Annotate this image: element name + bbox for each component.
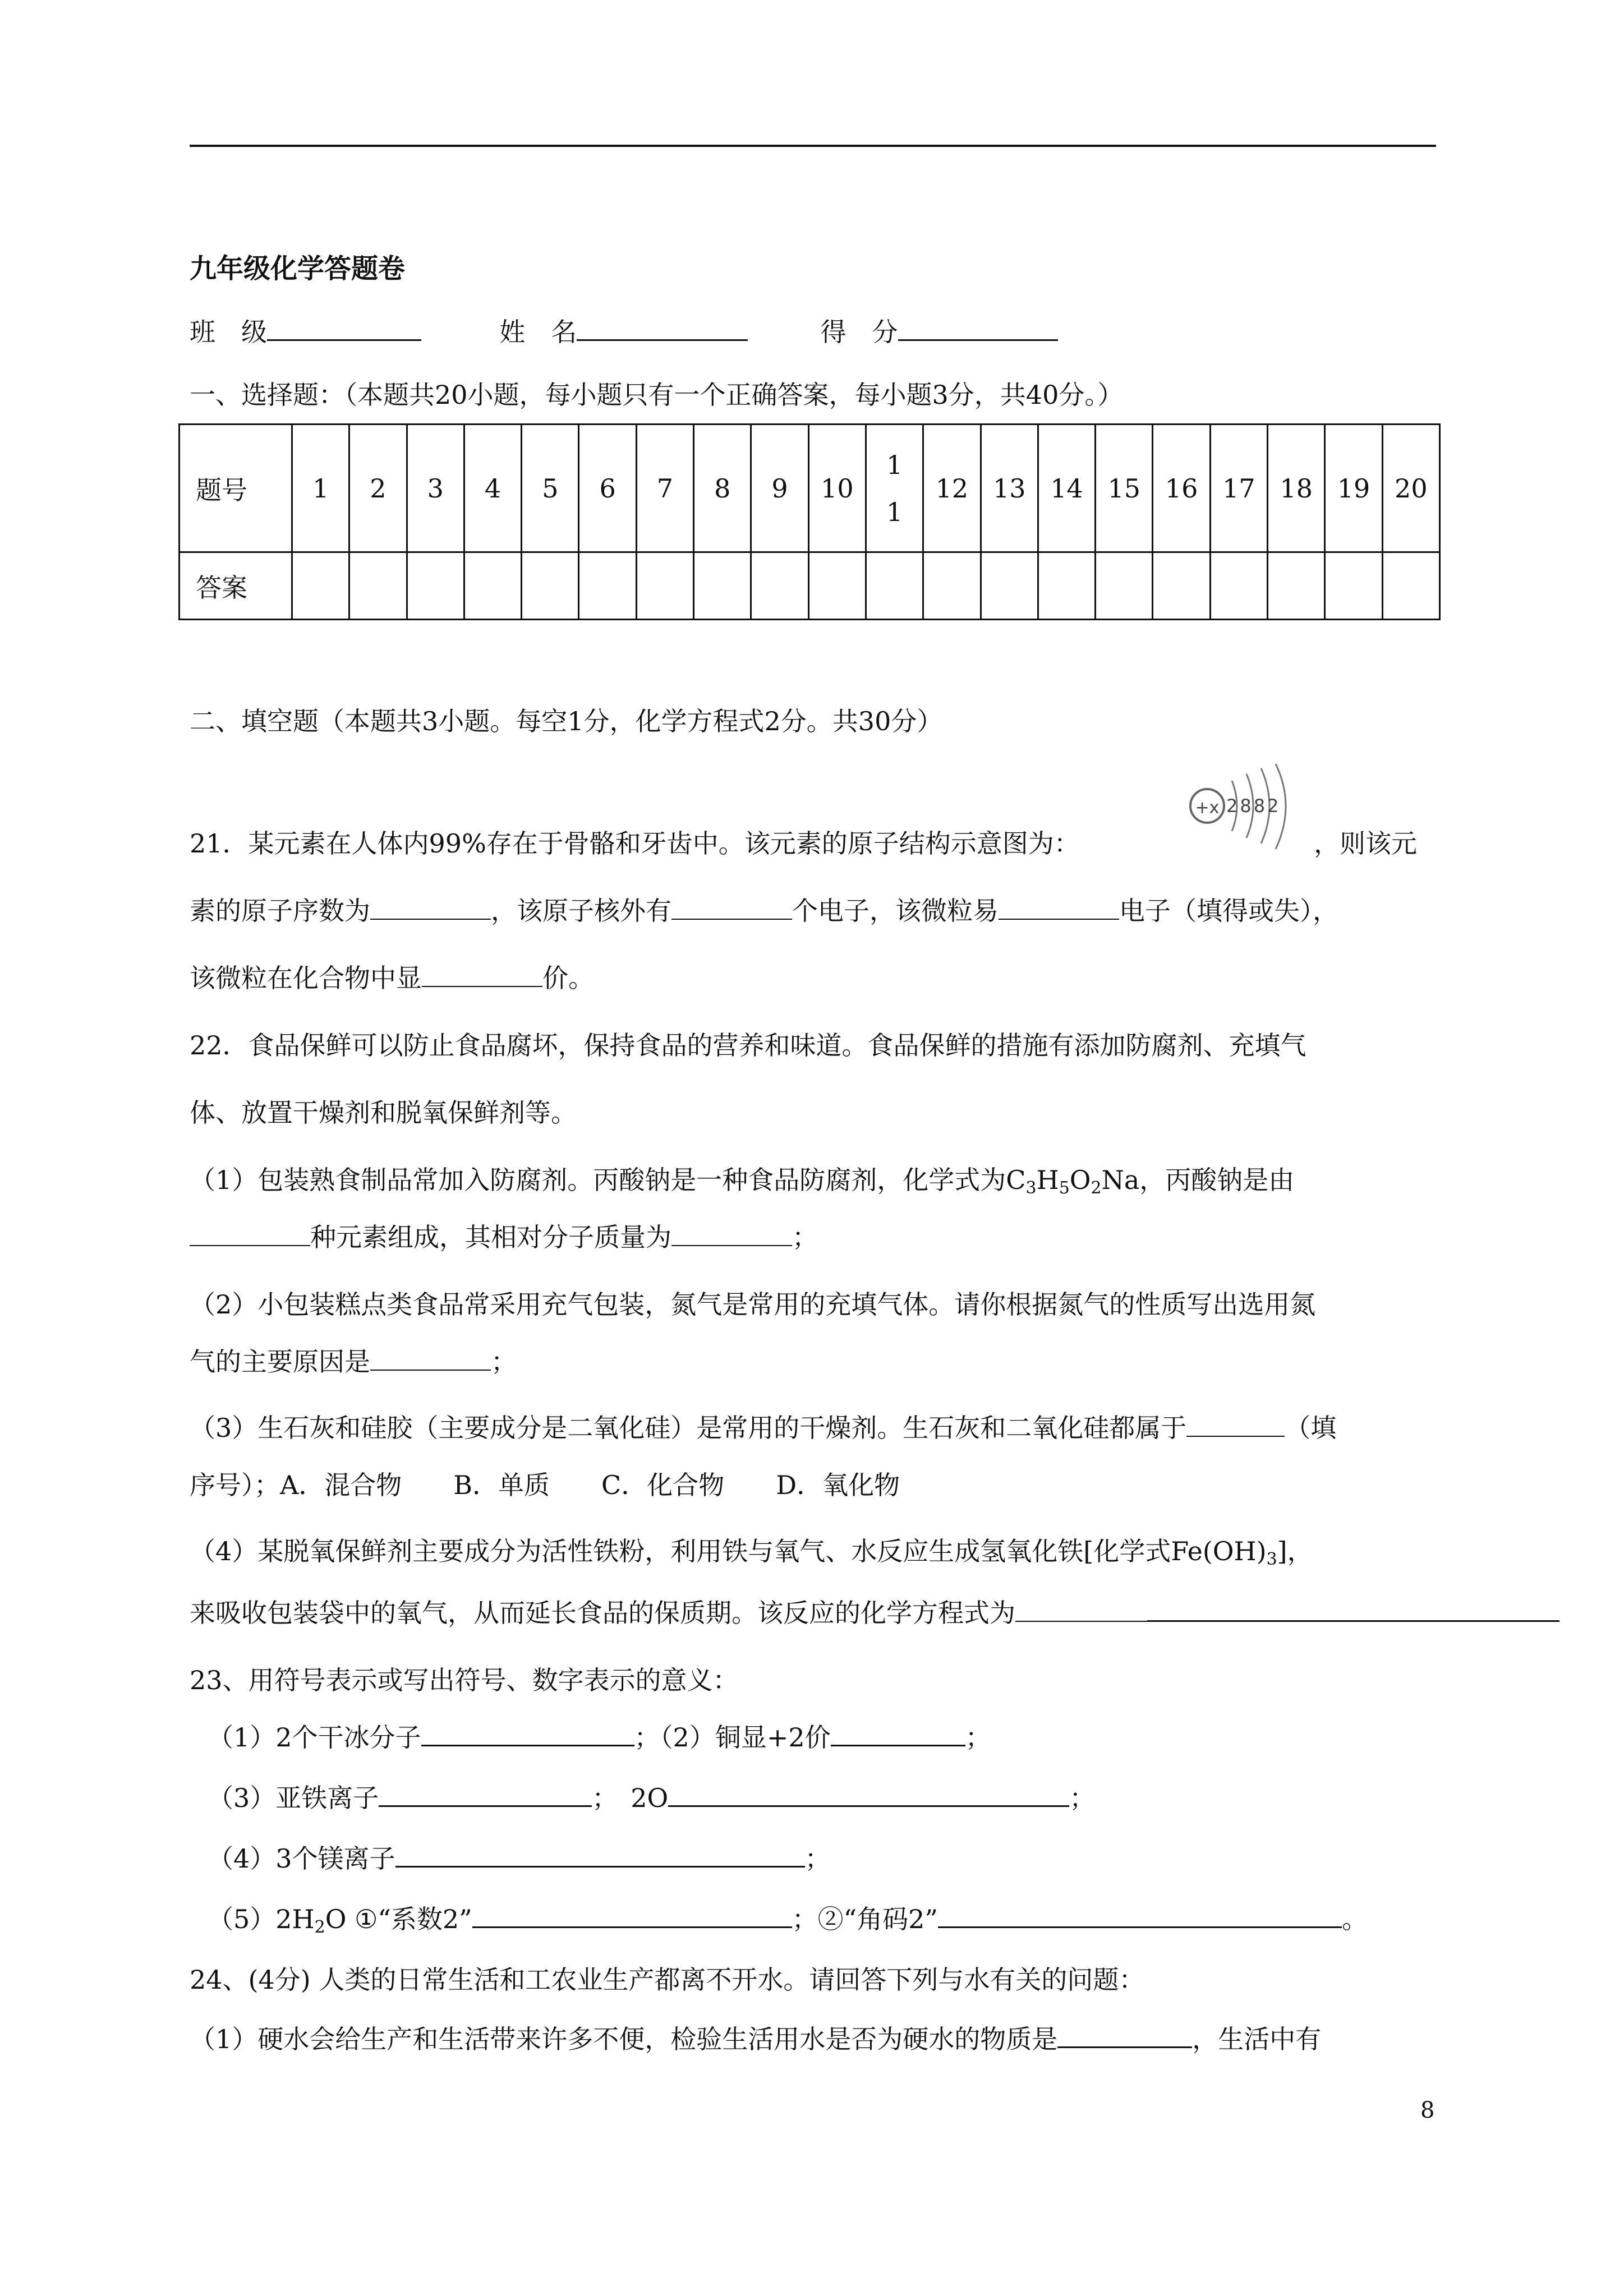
answer-cell[interactable] xyxy=(1038,552,1095,620)
question-number: 10 xyxy=(808,425,866,552)
molecular-mass-blank[interactable] xyxy=(671,1223,792,1246)
copper-valence-blank[interactable] xyxy=(831,1722,965,1746)
q22-p2-line2: 气的主要原因是 ； xyxy=(190,1347,517,1377)
class-label: 班 级 xyxy=(190,317,267,347)
question-number: 7 xyxy=(636,425,693,552)
gain-lose-blank[interactable] xyxy=(999,896,1119,920)
q23-heading: 23、用符号表示或写出符号、数字表示的意义： xyxy=(190,1665,739,1695)
q22-line1: 22．食品保鲜可以防止食品腐坏，保持食品的营养和味道。食品保鲜的措施有添加防腐剂、充填气 xyxy=(190,1030,1306,1061)
answer-cell[interactable] xyxy=(1382,552,1439,620)
answer-cell[interactable] xyxy=(522,552,579,620)
question-number: 15 xyxy=(1096,425,1153,552)
answer-cell[interactable] xyxy=(464,552,521,620)
score-field[interactable] xyxy=(898,317,1058,341)
equation-blank-a[interactable] xyxy=(1015,1598,1147,1622)
dry-ice-blank[interactable] xyxy=(421,1722,634,1746)
q24-heading: 24、(4分) 人类的日常生活和工农业生产都离不开水。请回答下列与水有关的问题： xyxy=(190,1965,1145,1995)
shell-electrons: 2882 xyxy=(1226,795,1281,817)
sodium-propionate-formula: $C_3H_5O_2Na$ xyxy=(1006,1165,1140,1198)
valence-blank[interactable] xyxy=(422,963,542,987)
ferrous-ion-blank[interactable] xyxy=(379,1783,592,1807)
magnesium-ions-blank[interactable] xyxy=(395,1843,805,1868)
question-number: 18 xyxy=(1268,425,1325,552)
table-row-numbers xyxy=(180,425,1440,552)
element-count-blank[interactable] xyxy=(190,1223,310,1246)
question-number: 1 xyxy=(292,425,349,552)
question-number: 12 xyxy=(923,425,981,552)
q22-p1-line2: 种元素组成，其相对分子质量为 ； xyxy=(190,1217,818,1254)
q21-line1b: ，则该元 xyxy=(1314,828,1417,859)
answer-cell[interactable] xyxy=(751,552,808,620)
q24-p1: （1）硬水会给生产和生活带来许多不便，检验生活用水是否为硬水的物质是 ，生活中有 xyxy=(190,2024,1322,2054)
answer-cell[interactable] xyxy=(923,552,981,620)
coefficient-blank[interactable] xyxy=(472,1904,792,1928)
question-number: 2 xyxy=(349,425,407,552)
question-number: 3 xyxy=(407,425,464,552)
score-label: 得 分 xyxy=(820,317,898,347)
header-rule xyxy=(190,145,1436,147)
q22-p3-line2: 序号）；A．混合物 B．单质 C．化合物 D．氧化物 xyxy=(190,1470,900,1500)
table-row-answers xyxy=(180,552,1440,620)
question-number: 16 xyxy=(1153,425,1210,552)
question-number: 8 xyxy=(694,425,751,552)
question-number: 19 xyxy=(1325,425,1382,552)
answer-cell[interactable] xyxy=(981,552,1038,620)
info-line xyxy=(190,312,1058,349)
2o-meaning-blank[interactable] xyxy=(668,1783,1069,1807)
answer-cell[interactable] xyxy=(1096,552,1153,620)
answer-cell[interactable] xyxy=(866,552,923,620)
answer-cell[interactable] xyxy=(694,552,751,620)
q23-item5: $(5)2H_2O$ ①“系数2” ；②“角码2” 。 xyxy=(208,1904,1368,1937)
hard-water-test-blank[interactable] xyxy=(1057,2024,1192,2048)
classification-blank[interactable] xyxy=(1186,1413,1285,1437)
question-number: 6 xyxy=(579,425,636,552)
question-number: 20 xyxy=(1382,425,1439,552)
answer-cell[interactable] xyxy=(349,552,407,620)
question-number: 4 xyxy=(464,425,521,552)
q23-item1: （1）2个干冰分子 ；（2）铜显+2价 ； xyxy=(208,1722,991,1753)
answer-cell[interactable] xyxy=(1268,552,1325,620)
subscript-blank[interactable] xyxy=(938,1904,1342,1928)
q23-item4: （4）3个镁离子 ； xyxy=(208,1843,831,1874)
section1-heading: 一、选择题：（本题共20小题，每小题只有一个正确答案，每小题3分，共40分。） xyxy=(190,380,1124,410)
atomic-number-blank[interactable] xyxy=(370,896,491,920)
answer-cell[interactable] xyxy=(1153,552,1210,620)
q22-p3-line1: （3）生石灰和硅胶（主要成分是二氧化硅）是常用的干燥剂。生石灰和二氧化硅都属于 （填 xyxy=(190,1413,1337,1443)
answer-cell[interactable] xyxy=(292,552,349,620)
name-label: 姓 名 xyxy=(499,317,577,347)
page-title: 九年级化学答题卷 xyxy=(190,253,406,284)
answer-cell[interactable] xyxy=(808,552,866,620)
answer-cell[interactable] xyxy=(579,552,636,620)
nucleus-label: +x xyxy=(1195,798,1220,818)
name-field[interactable] xyxy=(577,317,748,341)
q22-p4-line1: （4）某脱氧保鲜剂主要成分为活性铁粉，利用铁与氧气、水反应生成氢氧化铁[化学式$Fe(OH)_3$]， xyxy=(190,1536,1313,1569)
equation-blank-b[interactable] xyxy=(1147,1598,1559,1622)
stacked-number: 1 1 xyxy=(886,449,903,527)
question-number: 5 xyxy=(522,425,579,552)
q22-line2: 体、放置干燥剂和脱氧保鲜剂等。 xyxy=(190,1098,577,1128)
question-number: 14 xyxy=(1038,425,1095,552)
q21-line3: 该微粒在化合物中显 价。 xyxy=(190,963,594,993)
q22-p1-line1: （1）包装熟食制品常加入防腐剂。丙酸钠是一种食品防腐剂，化学式为$C_3H_5O_2Na$，丙酸钠是由 xyxy=(190,1165,1295,1198)
question-number: 17 xyxy=(1210,425,1267,552)
nitrogen-reason-blank[interactable] xyxy=(370,1347,491,1371)
q21-line1a: 21．某元素在人体内99%存在于骨骼和牙齿中。该元素的原子结构示意图为： xyxy=(190,828,1080,859)
electron-count-blank[interactable] xyxy=(671,896,792,920)
question-number-11 xyxy=(866,425,923,552)
row-header-answer: 答案 xyxy=(180,552,292,620)
section2-heading: 二、填空题（本题共3小题。每空1分，化学方程式2分。共30分） xyxy=(190,706,943,736)
answer-cell[interactable] xyxy=(407,552,464,620)
question-number: 9 xyxy=(751,425,808,552)
answer-table xyxy=(178,423,1441,620)
answer-cell[interactable] xyxy=(1325,552,1382,620)
q22-p2-line1: （2）小包装糕点类食品常采用充气包装，氮气是常用的充填气体。请你根据氮气的性质写出选用氮 xyxy=(190,1289,1316,1320)
question-number: 13 xyxy=(981,425,1038,552)
q21-line2: 素的原子序数为 ，该原子核外有 个电子，该微粒易 电子（填得或失）， xyxy=(190,896,1338,926)
page-number: 8 xyxy=(1420,2097,1435,2123)
q22-p4-line2: 来吸收包装袋中的氧气，从而延长食品的保质期。该反应的化学方程式为 xyxy=(190,1593,1559,1630)
row-header-number: 题号 xyxy=(180,425,292,552)
class-field[interactable] xyxy=(267,317,421,341)
atom-structure-diagram xyxy=(1176,764,1310,854)
q23-item3: （3）亚铁离子 ； 2O ； xyxy=(208,1783,1096,1813)
answer-cell[interactable] xyxy=(1210,552,1267,620)
answer-cell[interactable] xyxy=(636,552,693,620)
